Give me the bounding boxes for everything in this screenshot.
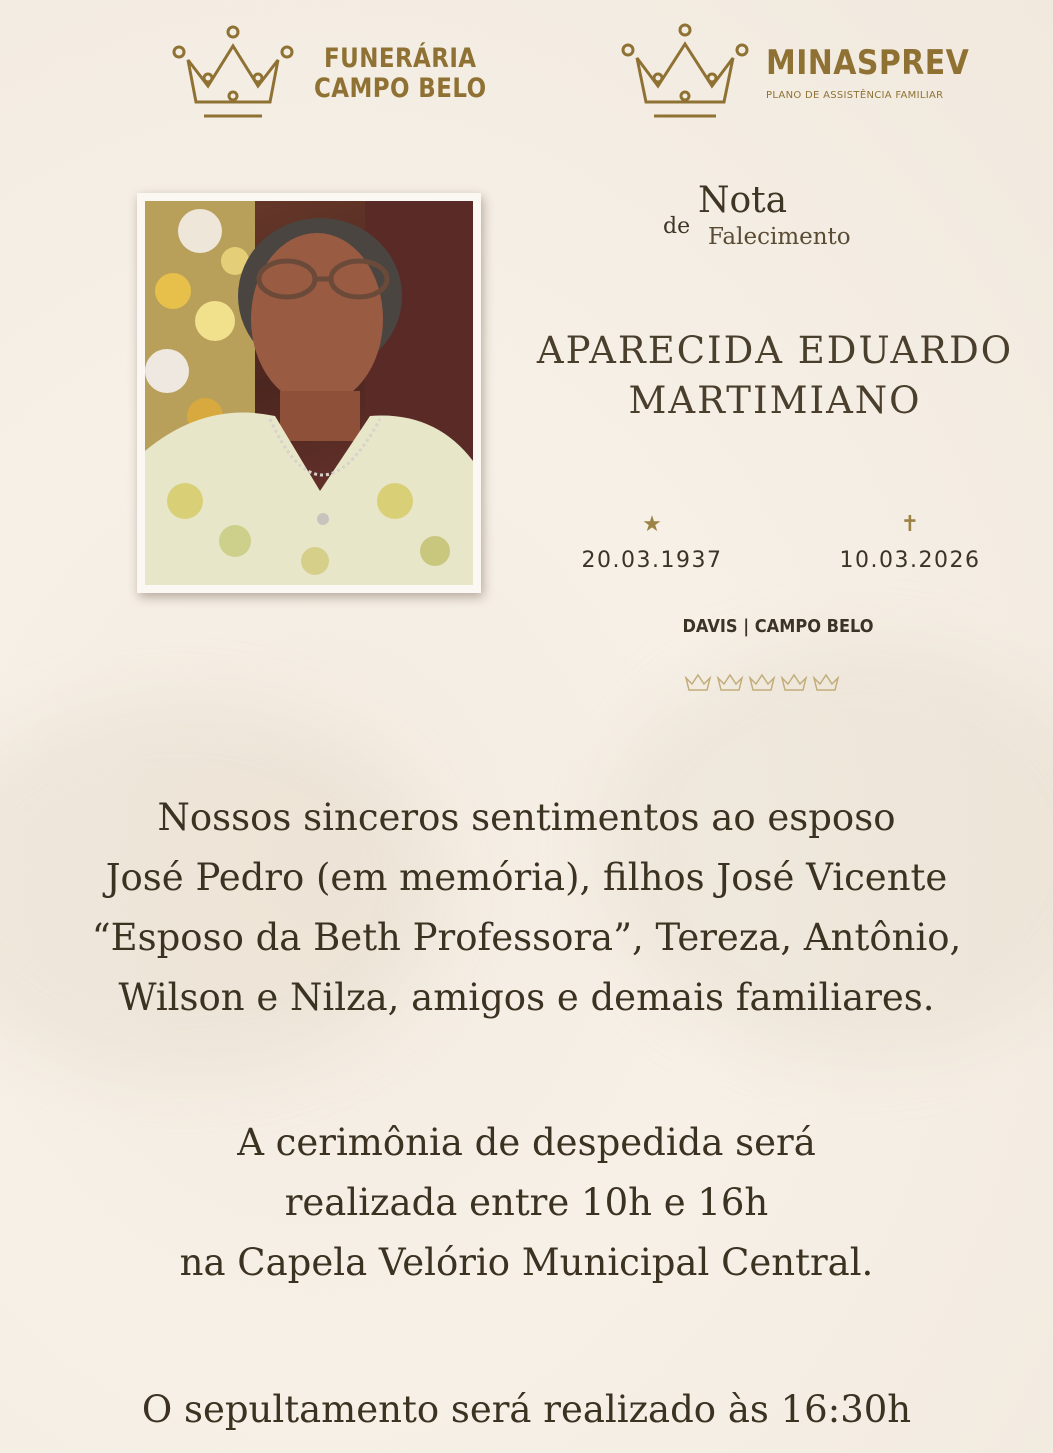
condolences-paragraph xyxy=(0,788,1053,1028)
portrait-illustration xyxy=(145,201,473,585)
funeraria-logo xyxy=(172,24,517,124)
birth-date-block xyxy=(570,512,734,573)
condolences-line: José Pedro (em memória), filhos José Vicente xyxy=(105,856,948,899)
condolences-line: Wilson e Nilza, amigos e demais familiares. xyxy=(118,976,935,1019)
deceased-name-line1: APARECIDA EDUARDO xyxy=(536,329,1014,372)
ceremony-line: realizada entre 10h e 16h xyxy=(284,1181,769,1224)
minasprev-subtitle: PLANO DE ASSISTÊNCIA FAMILIAR xyxy=(766,89,944,101)
condolences-line: Nossos sinceros sentimentos ao esposo xyxy=(157,796,896,839)
funeraria-name-line1: FUNERÁRIA xyxy=(324,43,477,74)
location: DAVIS | CAMPO BELO xyxy=(682,616,874,637)
crown-ornament-row xyxy=(682,670,842,696)
ceremony-paragraph xyxy=(0,1113,1053,1293)
photo-frame xyxy=(137,193,481,593)
minasprev-name xyxy=(766,44,997,101)
heading-de: de xyxy=(663,214,691,239)
star-icon: ★ xyxy=(642,512,662,537)
crown-icon xyxy=(682,670,842,696)
crown-icon xyxy=(620,22,750,122)
deceased-photo xyxy=(145,201,473,585)
death-date-block xyxy=(824,512,996,573)
obituary-heading xyxy=(663,180,923,260)
minasprev-logo xyxy=(620,22,997,122)
birth-date: 20.03.1937 xyxy=(581,548,723,573)
death-date: 10.03.2026 xyxy=(839,548,981,573)
burial-line: O sepultamento será realizado às 16:30h xyxy=(141,1388,912,1431)
minasprev-title: MINASPREV xyxy=(766,42,970,83)
heading-nota: Nota xyxy=(698,180,788,221)
burial-paragraph xyxy=(0,1380,1053,1440)
heading-falecimento: Falecimento xyxy=(708,224,851,250)
deceased-name xyxy=(500,326,1050,426)
cross-icon: ✝ xyxy=(900,512,920,537)
deceased-name-line2: MARTIMIANO xyxy=(628,379,922,422)
ceremony-line: na Capela Velório Municipal Central. xyxy=(179,1241,874,1284)
funeraria-name-line2: CAMPO BELO xyxy=(314,73,487,104)
ceremony-line: A cerimônia de despedida será xyxy=(237,1121,816,1164)
funeraria-name xyxy=(314,44,487,104)
condolences-line: “Esposo da Beth Professora”, Tereza, Antônio, xyxy=(91,916,962,959)
crown-icon xyxy=(172,24,294,124)
